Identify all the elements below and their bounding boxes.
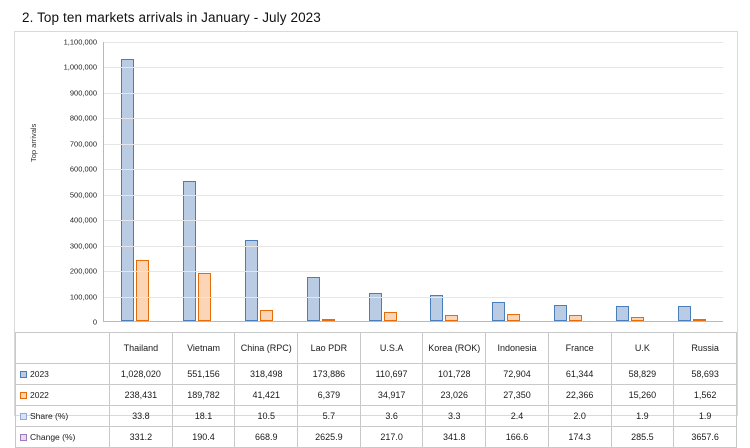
table-cell: 72,904 — [486, 364, 549, 385]
legend-label-2022[interactable]: 2022 — [16, 385, 110, 406]
bar-group — [352, 42, 414, 321]
gridline — [104, 144, 723, 145]
table-header-row — [16, 333, 737, 364]
table-cell: 2.4 — [486, 406, 549, 427]
legend-label-share[interactable]: Share (%) — [16, 406, 110, 427]
legend-swatch-icon — [20, 392, 27, 399]
table-cell: 341.8 — [423, 427, 486, 448]
table-cell: 189,782 — [172, 385, 235, 406]
bar-2022[interactable] — [136, 260, 149, 321]
bar-2023[interactable] — [121, 59, 134, 321]
table-cell: 23,026 — [423, 385, 486, 406]
y-tick-label: 900,000 — [69, 88, 97, 98]
table-cell: 331.2 — [110, 427, 173, 448]
bar-group — [290, 42, 352, 321]
bar-group — [104, 42, 166, 321]
bar-2023[interactable] — [616, 306, 629, 321]
table-cell: 58,693 — [674, 364, 737, 385]
bar-2023[interactable] — [245, 240, 258, 321]
bar-2022[interactable] — [445, 315, 458, 321]
table-cell: 238,431 — [110, 385, 173, 406]
y-axis-title: Top arrivals — [29, 123, 38, 162]
column-header-vietnam: Vietnam — [172, 333, 235, 364]
y-tick-label: 600,000 — [69, 164, 97, 174]
page-title: 2. Top ten markets arrivals in January - July 2023 — [22, 10, 321, 25]
legend-label-change[interactable]: Change (%) — [16, 427, 110, 448]
table-row — [16, 364, 737, 385]
table-cell: 3.3 — [423, 406, 486, 427]
bar-2023[interactable] — [492, 302, 505, 321]
legend-swatch-icon — [20, 371, 27, 378]
column-header-u-s-a: U.S.A — [360, 333, 423, 364]
table-cell: 318,498 — [235, 364, 298, 385]
gridline — [104, 271, 723, 272]
bar-2022[interactable] — [260, 310, 273, 321]
table-row — [16, 427, 737, 448]
y-tick-label: 1,000,000 — [63, 62, 97, 72]
gridline — [104, 297, 723, 298]
y-tick-label: 500,000 — [69, 190, 97, 200]
table-cell: 3.6 — [360, 406, 423, 427]
table-row — [16, 385, 737, 406]
plot-grid — [103, 42, 723, 322]
table-cell: 110,697 — [360, 364, 423, 385]
gridline — [104, 42, 723, 43]
gridline — [104, 169, 723, 170]
legend-swatch-icon — [20, 413, 27, 420]
y-tick-label: 1,100,000 — [63, 37, 97, 47]
plot-area — [15, 32, 737, 332]
table-cell: 2.0 — [548, 406, 611, 427]
table-cell: 34,917 — [360, 385, 423, 406]
table-cell: 33.8 — [110, 406, 173, 427]
column-header-russia: Russia — [674, 333, 737, 364]
gridline — [104, 118, 723, 119]
table-cell: 15,260 — [611, 385, 674, 406]
bar-group — [166, 42, 228, 321]
y-tick-label: 0 — [92, 317, 97, 327]
y-tick-label: 200,000 — [69, 266, 97, 276]
table-cell: 173,886 — [298, 364, 361, 385]
bar-series-group — [104, 42, 723, 321]
gridline — [104, 246, 723, 247]
chart-container — [14, 31, 738, 442]
table-cell: 285.5 — [611, 427, 674, 448]
table-cell: 5.7 — [298, 406, 361, 427]
bar-2023[interactable] — [183, 181, 196, 321]
y-tick-label: 300,000 — [69, 241, 97, 251]
gridline — [104, 220, 723, 221]
table-cell: 1,562 — [674, 385, 737, 406]
y-tick-label: 100,000 — [69, 292, 97, 302]
table-cell: 58,829 — [611, 364, 674, 385]
bar-group — [661, 42, 723, 321]
gridline — [104, 195, 723, 196]
bar-group — [537, 42, 599, 321]
table-cell: 6,379 — [298, 385, 361, 406]
legend-label-2023[interactable]: 2023 — [16, 364, 110, 385]
bar-2023[interactable] — [430, 295, 443, 321]
bar-group — [414, 42, 476, 321]
bar-group — [228, 42, 290, 321]
table-cell: 1.9 — [611, 406, 674, 427]
y-tick-label: 800,000 — [69, 113, 97, 123]
table-row — [16, 406, 737, 427]
column-header-korea-rok: Korea (ROK) — [423, 333, 486, 364]
table-cell: 190.4 — [172, 427, 235, 448]
y-axis-tick-labels — [15, 37, 101, 327]
table-cell: 217.0 — [360, 427, 423, 448]
bar-2022[interactable] — [322, 319, 335, 321]
bar-group — [599, 42, 661, 321]
bar-2022[interactable] — [384, 312, 397, 321]
bar-2022[interactable] — [569, 315, 582, 321]
column-header-china-rpc: China (RPC) — [235, 333, 298, 364]
table-cell: 41,421 — [235, 385, 298, 406]
column-header-thailand: Thailand — [110, 333, 173, 364]
table-cell: 668.9 — [235, 427, 298, 448]
table-cell: 22,366 — [548, 385, 611, 406]
table-cell: 174.3 — [548, 427, 611, 448]
table-cell: 18.1 — [172, 406, 235, 427]
table-cell: 10.5 — [235, 406, 298, 427]
bar-2023[interactable] — [554, 305, 567, 321]
column-header-indonesia: Indonesia — [486, 333, 549, 364]
bar-2023[interactable] — [678, 306, 691, 321]
y-tick-label: 700,000 — [69, 139, 97, 149]
column-header-france: France — [548, 333, 611, 364]
table-cell: 3657.6 — [674, 427, 737, 448]
column-header-lao-pdr: Lao PDR — [298, 333, 361, 364]
table-cell: 166.6 — [486, 427, 549, 448]
table-cell: 2625.9 — [298, 427, 361, 448]
gridline — [104, 67, 723, 68]
table-cell: 1,028,020 — [110, 364, 173, 385]
gridline — [104, 93, 723, 94]
table-cell: 551,156 — [172, 364, 235, 385]
table-cell: 1.9 — [674, 406, 737, 427]
bar-2023[interactable] — [307, 277, 320, 321]
table-corner-cell — [16, 333, 110, 364]
table-cell: 27,350 — [486, 385, 549, 406]
bar-2022[interactable] — [631, 317, 644, 321]
data-table — [15, 332, 737, 448]
y-tick-label: 400,000 — [69, 215, 97, 225]
table-cell: 61,344 — [548, 364, 611, 385]
table-cell: 101,728 — [423, 364, 486, 385]
bar-2022[interactable] — [507, 314, 520, 321]
column-header-u-k: U.K — [611, 333, 674, 364]
bar-2022[interactable] — [693, 319, 706, 321]
bar-group — [475, 42, 537, 321]
